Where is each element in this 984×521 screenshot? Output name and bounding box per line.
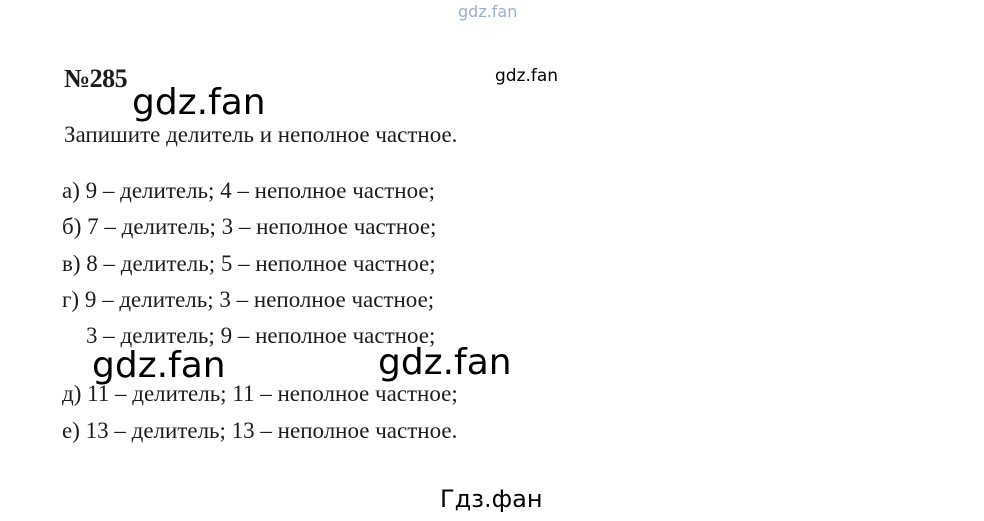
answer-line-d: д) 11 – делитель; 11 – неполное частное; xyxy=(62,381,458,406)
task-text: Запишите делитель и неполное частное. xyxy=(64,122,458,147)
answer-line-g: г) 9 – делитель; 3 – неполное частное; xyxy=(62,287,435,312)
answer-line-e: е) 13 – делитель; 13 – неполное частное. xyxy=(62,418,458,443)
watermark-bottom: Гдз.фан xyxy=(440,485,543,513)
watermark-small: gdz.fan xyxy=(495,66,559,86)
answer-line-b: б) 7 – делитель; 3 – неполное частное; xyxy=(62,214,437,239)
watermark-large-2: gdz.fan xyxy=(92,345,226,386)
exercise-number: №285 xyxy=(64,64,128,93)
watermark-top: gdz.fan xyxy=(458,2,518,21)
answer-line-g-alt: 3 – делитель; 9 – неполное частное; xyxy=(86,323,436,348)
answer-line-v: в) 8 – делитель; 5 – неполное частное; xyxy=(62,251,436,276)
watermark-large-3: gdz.fan xyxy=(378,342,512,383)
watermark-large-1: gdz.fan xyxy=(132,82,266,123)
answer-line-a: а) 9 – делитель; 4 – неполное частное; xyxy=(62,178,435,203)
